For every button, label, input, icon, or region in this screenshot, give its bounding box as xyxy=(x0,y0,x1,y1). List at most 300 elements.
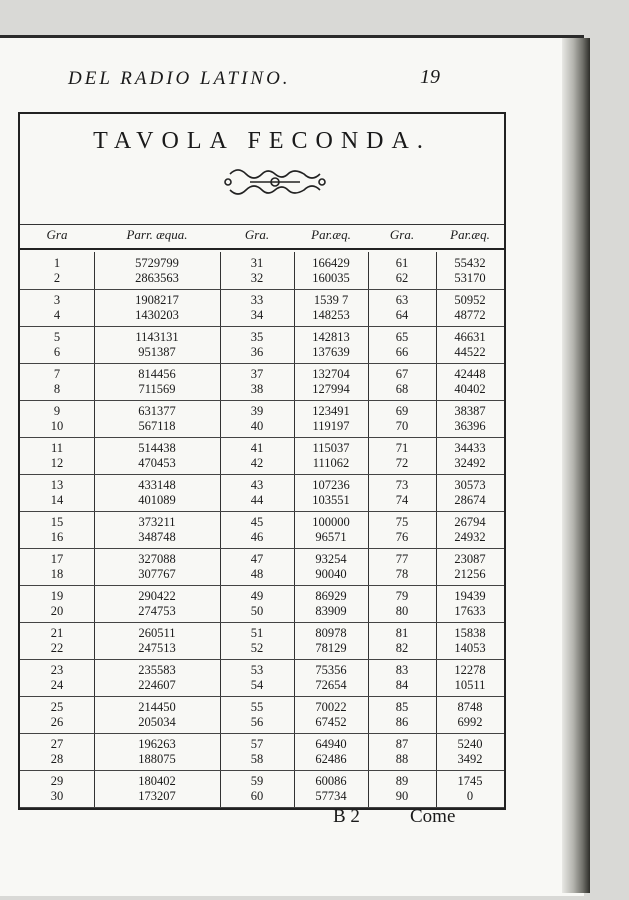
cell-value: 15 xyxy=(50,514,64,529)
cell-value: 290422 xyxy=(138,588,176,603)
table-cell xyxy=(368,770,436,807)
cell-value: 188075 xyxy=(138,751,176,766)
cell-value: 51 xyxy=(250,625,264,640)
cell-value: 567118 xyxy=(138,418,176,433)
cell-value: 77 xyxy=(395,551,409,566)
cell-value: 21 xyxy=(50,625,64,640)
cell-value: 4 xyxy=(53,307,61,322)
cell-value: 54 xyxy=(250,677,264,692)
table-cell xyxy=(20,400,94,437)
table-cell xyxy=(220,511,294,548)
table-cell xyxy=(436,548,504,585)
cell-value: 373211 xyxy=(138,514,176,529)
cell-value: 26 xyxy=(50,714,64,729)
cell-value: 23 xyxy=(50,662,64,677)
cell-value: 67 xyxy=(395,366,409,381)
column-header: Parr. æqua. xyxy=(126,227,188,242)
cell-value: 180402 xyxy=(138,773,176,788)
cell-value: 57734 xyxy=(315,788,347,803)
table-cell xyxy=(368,252,436,289)
table-cell xyxy=(20,437,94,474)
cell-value: 8 xyxy=(53,381,61,396)
table-row xyxy=(20,696,504,734)
table-body xyxy=(20,252,504,808)
cell-value: 49 xyxy=(250,588,264,603)
table-cell xyxy=(368,511,436,548)
cell-value: 70022 xyxy=(315,699,347,714)
cell-value: 39 xyxy=(250,403,264,418)
cell-value: 5729799 xyxy=(135,255,179,270)
table-cell xyxy=(220,770,294,807)
cell-value: 31 xyxy=(250,255,264,270)
header-rule xyxy=(20,248,504,250)
cell-value: 14053 xyxy=(454,640,486,655)
cell-value: 85 xyxy=(395,699,409,714)
cell-value: 47 xyxy=(250,551,264,566)
floral-ornament-icon xyxy=(220,162,330,202)
table-cell xyxy=(436,733,504,770)
table-cell xyxy=(94,511,220,548)
cell-value: 71 xyxy=(395,440,409,455)
table-row xyxy=(20,400,504,438)
cell-value: 50952 xyxy=(454,292,486,307)
table-cell xyxy=(94,289,220,326)
table-title: TAVOLA FECONDA. xyxy=(93,128,431,154)
cell-value: 32 xyxy=(250,270,264,285)
cell-value: 19 xyxy=(50,588,64,603)
cell-value: 16 xyxy=(50,529,64,544)
cell-value: 83 xyxy=(395,662,409,677)
table-cell xyxy=(368,696,436,733)
table-cell xyxy=(20,548,94,585)
table-cell xyxy=(294,363,368,400)
table-cell xyxy=(20,474,94,511)
cell-value: 42448 xyxy=(454,366,486,381)
cell-value: 11 xyxy=(50,440,64,455)
table-cell xyxy=(20,733,94,770)
table-cell xyxy=(94,659,220,696)
cell-value: 327088 xyxy=(138,551,176,566)
table-cell xyxy=(20,289,94,326)
table-cell xyxy=(436,363,504,400)
cell-value: 36396 xyxy=(454,418,486,433)
table-cell xyxy=(220,252,294,289)
cell-value: 2863563 xyxy=(135,270,179,285)
cell-value: 48772 xyxy=(454,307,486,322)
cell-value: 76 xyxy=(395,529,409,544)
cell-value: 224607 xyxy=(138,677,176,692)
cell-value: 307767 xyxy=(138,566,176,581)
table-cell xyxy=(368,585,436,622)
cell-value: 64940 xyxy=(315,736,347,751)
cell-value: 1430203 xyxy=(135,307,179,322)
table-cell xyxy=(220,548,294,585)
table-cell xyxy=(94,326,220,363)
cell-value: 132704 xyxy=(312,366,350,381)
cell-value: 72 xyxy=(395,455,409,470)
table-cell xyxy=(368,437,436,474)
cell-value: 214450 xyxy=(138,699,176,714)
table-cell xyxy=(294,770,368,807)
table-cell xyxy=(294,696,368,733)
cell-value: 3 xyxy=(53,292,61,307)
table-cell xyxy=(368,548,436,585)
cell-value: 33 xyxy=(250,292,264,307)
cell-value: 38387 xyxy=(454,403,486,418)
cell-value: 119197 xyxy=(312,418,350,433)
cell-value: 433148 xyxy=(138,477,176,492)
table-cell xyxy=(220,585,294,622)
cell-value: 111062 xyxy=(312,455,350,470)
cell-value: 26794 xyxy=(454,514,486,529)
cell-value: 62486 xyxy=(315,751,347,766)
table-row xyxy=(20,289,504,327)
cell-value: 711569 xyxy=(138,381,176,396)
cell-value: 14 xyxy=(50,492,64,507)
cell-value: 1143131 xyxy=(135,329,179,344)
table-row xyxy=(20,363,504,401)
cell-value: 32492 xyxy=(454,455,486,470)
table-cell xyxy=(20,252,94,289)
table-cell xyxy=(94,252,220,289)
table-cell xyxy=(220,363,294,400)
table-cell xyxy=(436,474,504,511)
cell-value: 78129 xyxy=(315,640,347,655)
cell-value: 12278 xyxy=(454,662,486,677)
cell-value: 53 xyxy=(250,662,264,677)
cell-value: 8748 xyxy=(457,699,483,714)
cell-value: 17 xyxy=(50,551,64,566)
table-cell xyxy=(436,289,504,326)
table-cell xyxy=(220,437,294,474)
cell-value: 814456 xyxy=(138,366,176,381)
cell-value: 60086 xyxy=(315,773,347,788)
cell-value: 123491 xyxy=(312,403,350,418)
cell-value: 41 xyxy=(250,440,264,455)
cell-value: 93254 xyxy=(315,551,347,566)
cell-value: 10511 xyxy=(454,677,486,692)
cell-value: 205034 xyxy=(138,714,176,729)
cell-value: 115037 xyxy=(312,440,350,455)
table-cell xyxy=(94,696,220,733)
column-header: Gra. xyxy=(244,227,270,242)
cell-value: 81 xyxy=(395,625,409,640)
table-cell xyxy=(20,326,94,363)
table-cell xyxy=(294,733,368,770)
table-cell xyxy=(294,474,368,511)
cell-value: 24932 xyxy=(454,529,486,544)
cell-value: 27 xyxy=(50,736,64,751)
table-cell xyxy=(436,622,504,659)
cell-value: 13 xyxy=(50,477,64,492)
cell-value: 23087 xyxy=(454,551,486,566)
cell-value: 6992 xyxy=(457,714,483,729)
table-cell xyxy=(294,400,368,437)
table-row xyxy=(20,548,504,586)
cell-value: 30 xyxy=(50,788,64,803)
cell-value: 40 xyxy=(250,418,264,433)
cell-value: 44 xyxy=(250,492,264,507)
cell-value: 235583 xyxy=(138,662,176,677)
table-cell xyxy=(94,548,220,585)
cell-value: 48 xyxy=(250,566,264,581)
table-cell xyxy=(294,252,368,289)
table-cell xyxy=(20,511,94,548)
table-cell xyxy=(220,659,294,696)
table-cell xyxy=(20,770,94,807)
table-cell xyxy=(436,437,504,474)
table-cell xyxy=(294,511,368,548)
cell-value: 42 xyxy=(250,455,264,470)
table-cell xyxy=(220,696,294,733)
cell-value: 3492 xyxy=(457,751,483,766)
cell-value: 86 xyxy=(395,714,409,729)
table-cell xyxy=(94,733,220,770)
cell-value: 22 xyxy=(50,640,64,655)
cell-value: 103551 xyxy=(312,492,350,507)
cell-value: 514438 xyxy=(138,440,176,455)
cell-value: 1908217 xyxy=(135,292,179,307)
table-cell xyxy=(368,733,436,770)
cell-value: 1745 xyxy=(457,773,483,788)
table-cell xyxy=(368,622,436,659)
cell-value: 5240 xyxy=(457,736,483,751)
cell-value: 631377 xyxy=(138,403,176,418)
table-cell xyxy=(94,400,220,437)
table-cell xyxy=(368,659,436,696)
cell-value: 37 xyxy=(250,366,264,381)
cell-value: 38 xyxy=(250,381,264,396)
cell-value: 88 xyxy=(395,751,409,766)
cell-value: 34 xyxy=(250,307,264,322)
table-row xyxy=(20,585,504,623)
table-cell xyxy=(20,585,94,622)
cell-value: 67452 xyxy=(315,714,347,729)
table-cell xyxy=(436,770,504,807)
cell-value: 46 xyxy=(250,529,264,544)
cell-value: 55 xyxy=(250,699,264,714)
column-header: Par.æq. xyxy=(311,227,351,242)
cell-value: 470453 xyxy=(138,455,176,470)
table-cell xyxy=(220,400,294,437)
cell-value: 1539 7 xyxy=(313,292,349,307)
table-cell xyxy=(294,437,368,474)
cell-value: 2 xyxy=(53,270,61,285)
cell-value: 62 xyxy=(395,270,409,285)
cell-value: 82 xyxy=(395,640,409,655)
cell-value: 274753 xyxy=(138,603,176,618)
table-cell xyxy=(436,511,504,548)
cell-value: 65 xyxy=(395,329,409,344)
table-cell xyxy=(436,326,504,363)
cell-value: 56 xyxy=(250,714,264,729)
table-cell xyxy=(294,659,368,696)
cell-value: 25 xyxy=(50,699,64,714)
cell-value: 87 xyxy=(395,736,409,751)
cell-value: 7 xyxy=(53,366,61,381)
cell-value: 247513 xyxy=(138,640,176,655)
column-header: Par.æq. xyxy=(450,227,490,242)
cell-value: 46631 xyxy=(454,329,486,344)
cell-value: 44522 xyxy=(454,344,486,359)
cell-value: 63 xyxy=(395,292,409,307)
cell-value: 36 xyxy=(250,344,264,359)
table-cell xyxy=(436,585,504,622)
table-cell xyxy=(436,252,504,289)
cell-value: 29 xyxy=(50,773,64,788)
cell-value: 348748 xyxy=(138,529,176,544)
cell-value: 20 xyxy=(50,603,64,618)
cell-value: 160035 xyxy=(312,270,350,285)
cell-value: 12 xyxy=(50,455,64,470)
cell-value: 19439 xyxy=(454,588,486,603)
cell-value: 50 xyxy=(250,603,264,618)
table-cell xyxy=(294,622,368,659)
cell-value: 68 xyxy=(395,381,409,396)
table-cell xyxy=(220,289,294,326)
cell-value: 18 xyxy=(50,566,64,581)
cell-value: 83909 xyxy=(315,603,347,618)
cell-value: 10 xyxy=(50,418,64,433)
cell-value: 45 xyxy=(250,514,264,529)
cell-value: 55432 xyxy=(454,255,486,270)
table-cell xyxy=(368,363,436,400)
cell-value: 100000 xyxy=(312,514,350,529)
cell-value: 89 xyxy=(395,773,409,788)
cell-value: 5 xyxy=(53,329,61,344)
cell-value: 74 xyxy=(395,492,409,507)
cell-value: 9 xyxy=(53,403,61,418)
cell-value: 15838 xyxy=(454,625,486,640)
table-cell xyxy=(94,474,220,511)
table-cell xyxy=(220,733,294,770)
table-cell xyxy=(220,474,294,511)
cell-value: 60 xyxy=(250,788,264,803)
table-row xyxy=(20,474,504,512)
cell-value: 28674 xyxy=(454,492,486,507)
cell-value: 17633 xyxy=(454,603,486,618)
table-cell xyxy=(20,363,94,400)
book-spine-edge xyxy=(562,38,590,893)
cell-value: 72654 xyxy=(315,677,347,692)
table-row xyxy=(20,437,504,475)
cell-value: 148253 xyxy=(312,307,350,322)
table-cell xyxy=(294,585,368,622)
cell-value: 57 xyxy=(250,736,264,751)
cell-value: 35 xyxy=(250,329,264,344)
cell-value: 75356 xyxy=(315,662,347,677)
table-cell xyxy=(294,326,368,363)
table-cell xyxy=(94,585,220,622)
table-cell xyxy=(94,437,220,474)
table-cell xyxy=(94,770,220,807)
table-cell xyxy=(294,289,368,326)
cell-value: 6 xyxy=(53,344,61,359)
cell-value: 53170 xyxy=(454,270,486,285)
cell-value: 260511 xyxy=(138,625,176,640)
cell-value: 30573 xyxy=(454,477,486,492)
column-headers xyxy=(20,227,504,249)
table-row xyxy=(20,252,504,290)
table-cell xyxy=(20,622,94,659)
catchword: Come xyxy=(410,806,456,827)
cell-value: 96571 xyxy=(315,529,347,544)
signature-mark: B 2 xyxy=(333,806,360,827)
cell-value: 127994 xyxy=(312,381,350,396)
cell-value: 61 xyxy=(395,255,409,270)
cell-value: 137639 xyxy=(312,344,350,359)
cell-value: 84 xyxy=(395,677,409,692)
table-cell xyxy=(220,622,294,659)
column-header: Gra. xyxy=(389,227,415,242)
cell-value: 28 xyxy=(50,751,64,766)
table-row xyxy=(20,733,504,771)
cell-value: 1 xyxy=(53,255,61,270)
cell-value: 73 xyxy=(395,477,409,492)
cell-value: 75 xyxy=(395,514,409,529)
table-cell xyxy=(94,363,220,400)
table-frame xyxy=(18,112,506,810)
table-row xyxy=(20,659,504,697)
cell-value: 70 xyxy=(395,418,409,433)
title-rule xyxy=(20,224,504,225)
table-cell xyxy=(94,622,220,659)
cell-value: 173207 xyxy=(138,788,176,803)
cell-value: 401089 xyxy=(138,492,176,507)
column-header: Gra xyxy=(46,227,68,242)
table-cell xyxy=(368,326,436,363)
table-cell xyxy=(20,659,94,696)
cell-value: 58 xyxy=(250,751,264,766)
cell-value: 40402 xyxy=(454,381,486,396)
table-row xyxy=(20,511,504,549)
cell-value: 166429 xyxy=(312,255,350,270)
cell-value: 107236 xyxy=(312,477,350,492)
cell-value: 66 xyxy=(395,344,409,359)
table-cell xyxy=(368,400,436,437)
cell-value: 90040 xyxy=(315,566,347,581)
cell-value: 951387 xyxy=(138,344,176,359)
table-cell xyxy=(220,326,294,363)
cell-value: 64 xyxy=(395,307,409,322)
cell-value: 78 xyxy=(395,566,409,581)
table-cell xyxy=(436,659,504,696)
table-cell xyxy=(20,696,94,733)
page-number: 19 xyxy=(420,66,440,88)
cell-value: 34433 xyxy=(454,440,486,455)
cell-value: 43 xyxy=(250,477,264,492)
cell-value: 52 xyxy=(250,640,264,655)
table-cell xyxy=(436,696,504,733)
table-cell xyxy=(294,548,368,585)
table-cell xyxy=(368,289,436,326)
table-cell xyxy=(368,474,436,511)
cell-value: 80 xyxy=(395,603,409,618)
cell-value: 59 xyxy=(250,773,264,788)
cell-value: 196263 xyxy=(138,736,176,751)
table-cell xyxy=(436,400,504,437)
table-row xyxy=(20,770,504,808)
cell-value: 90 xyxy=(395,788,409,803)
table-row xyxy=(20,326,504,364)
running-header: DEL RADIO LATINO. xyxy=(68,68,291,89)
cell-value: 69 xyxy=(395,403,409,418)
cell-value: 0 xyxy=(466,788,474,803)
cell-value: 80978 xyxy=(315,625,347,640)
cell-value: 21256 xyxy=(454,566,486,581)
cell-value: 86929 xyxy=(315,588,347,603)
cell-value: 142813 xyxy=(312,329,350,344)
